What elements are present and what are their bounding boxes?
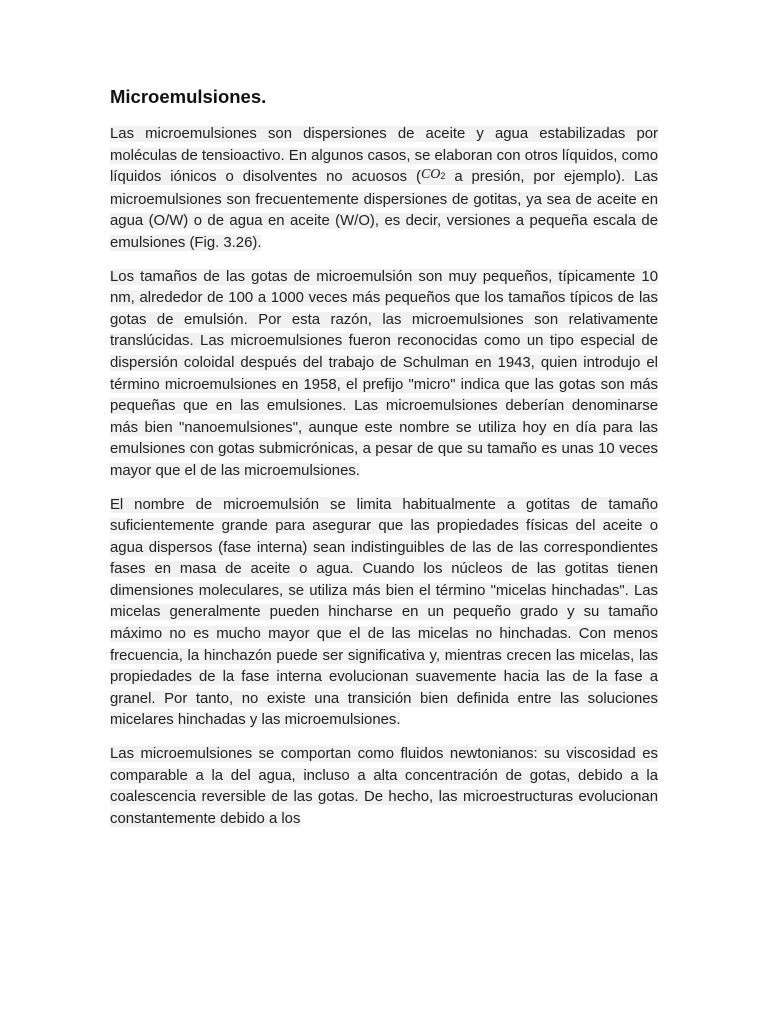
- co2-formula: [421, 167, 445, 182]
- paragraph-3: [110, 495, 658, 733]
- formula-main: CO: [420, 167, 441, 183]
- paragraph-1: [110, 124, 658, 255]
- paragraph-1-before: Las microemulsiones son dispersiones de aceite y agua estabilizadas por moléculas de tensioactivo. En algunos casos, se elaboran con otros líquidos, como líquidos iónicos o disolventes no acuosos (: [110, 126, 658, 186]
- paragraph-3-text: El nombre de microemulsión se limita habitualmente a gotitas de tamaño suficientemente grande para asegurar que las propiedades físicas del aceite o agua dispersos (fase interna) sean indistinguibles de las de las correspondientes fases en masa de aceite o agua. Cuando los núcleos de las gotitas tienen dimensiones moleculares, se utiliza más bien el término "micelas hinchadas". Las micelas generalmente pueden hincharse en un pequeño grado y su tamaño máximo no es mucho mayor que el de las micelas no hinchadas. Con menos frecuencia, la hinchazón puede ser significativa y, mientras crecen las micelas, las propiedades de la fase interna evolucionan suavemente hacia las de la fase a granel. Por tanto, no existe una transición bien definida entre las soluciones micelares hinchadas y las microemulsiones.: [110, 496, 658, 729]
- document-body: [110, 84, 658, 842]
- paragraph-2-text: Los tamaños de las gotas de microemulsión son muy pequeños, típicamente 10 nm, alrededor de 100 a 1000 veces más pequeños que los tamaños típicos de las gotas de emulsión. Por esta razón, las microemulsiones son relativamente translúcidas. Las microemulsiones fueron reconocidas como un tipo especial de dispersión coloidal después del trabajo de Schulman en 1943, quien introdujo el término microemulsiones en 1958, el prefijo "micro" indica que las gotas son más pequeñas que en las emulsiones. Las microemulsiones deberían denominarse más bien "nanoemulsiones", aunque este nombre se utiliza hoy en día para las emulsiones con gotas submicrónicas, a pesar de que su tamaño es unas 10 veces mayor que el de las microemulsiones.: [110, 268, 658, 479]
- formula-subscript: 2: [440, 171, 446, 182]
- paragraph-4: [110, 744, 658, 830]
- paragraph-2: [110, 267, 658, 483]
- document-title: Microemulsiones.: [110, 86, 267, 107]
- paragraph-1-text: [110, 126, 658, 251]
- paragraph-4-text: Las microemulsiones se comportan como fluidos newtonianos: su viscosidad es comparable a la del agua, incluso a alta concentración de gotas, debido a la coalescencia reversible de las gotas. De hecho, las microestructuras evolucionan constantemente debido a los: [110, 746, 658, 827]
- paragraph-1-after: a presión, por ejemplo). Las microemulsiones son frecuentemente dispersiones de gotitas, ya sea de aceite en agua (O/W) o de agua en aceite (W/O), es decir, versiones a pequeña escala de emulsiones (Fig. 3.26).: [110, 169, 659, 251]
